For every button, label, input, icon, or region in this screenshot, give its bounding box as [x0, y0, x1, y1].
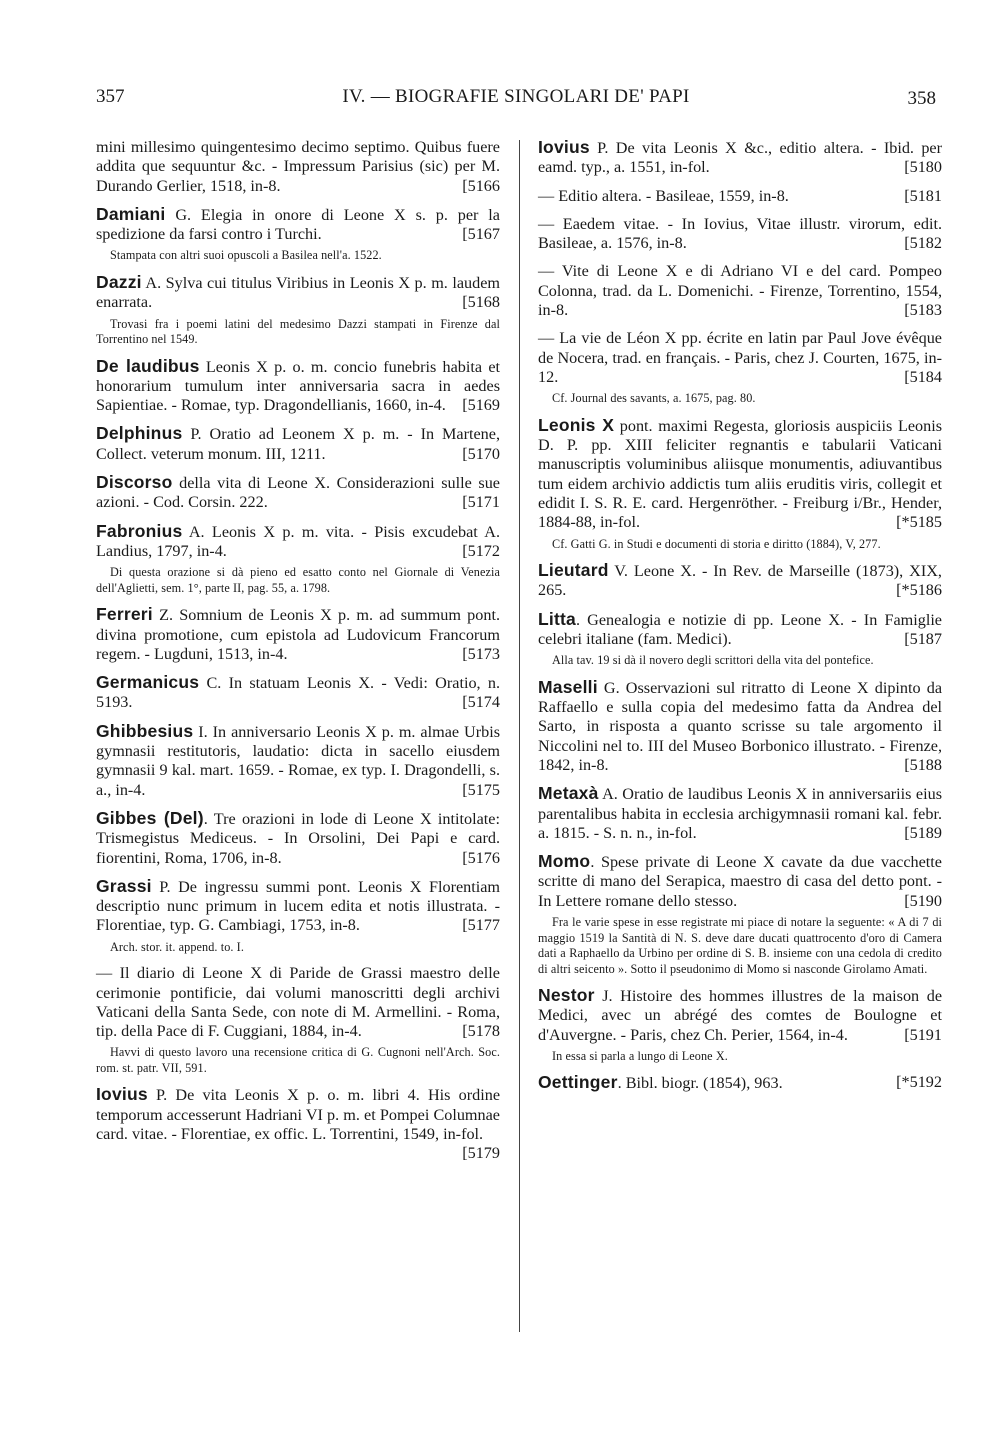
bibliography-entry: [538, 215, 942, 254]
entry-number: [5166: [462, 176, 500, 195]
entry-body: [538, 678, 942, 775]
entry-text: P. De ingressu summi pont. Leonis X Florentiam descriptio nunc primum in lucem edita et notis illustrata. - Florentiae, typ. G. Cambiagi, 1753, in-8.: [96, 877, 501, 935]
bibliography-entry: [538, 187, 942, 206]
bibliography-entry: [96, 273, 500, 348]
entry-text: . Spese private di Leone X cavate da due vacchette scritte di mano del Serapica, maestro di casa del detto pont. - In Lettere romane dello stesso.: [538, 853, 942, 910]
page-number-left: 357: [96, 86, 125, 107]
entry-number: [*5192: [896, 1073, 942, 1092]
left-column: [96, 138, 500, 1173]
entry-number: [5168: [462, 293, 500, 312]
entry-text: Z. Somnium de Leonis X p. m. ad summum pont. divina promotione, cum epistola ad Ludovicum Francorum regem. - Lugduni, 1513, in-4.: [96, 606, 501, 663]
entry-text: C. In statuam Leonis X. - Vedi: Oratio, n. 5193.: [96, 674, 501, 712]
entry-author: Germanicus: [96, 672, 200, 693]
entry-author: Lieutard: [538, 560, 609, 581]
entry-body: [96, 424, 500, 464]
entry-text: V. Leone X. - In Rev. de Marseille (1873), XIX, 265.: [538, 562, 942, 600]
bibliography-entry: [538, 1073, 942, 1093]
running-title: IV. — BIOGRAFIE SINGOLARI DE' PAPI: [342, 86, 690, 107]
entry-author: Maselli: [538, 676, 598, 697]
bibliography-entry: [538, 852, 942, 977]
column-divider: [519, 140, 520, 1332]
entry-author: Fabronius: [96, 520, 183, 541]
entry-body: [538, 215, 942, 254]
bibliography-entry: [538, 784, 942, 843]
entry-body: [538, 610, 942, 650]
entry-author: Ferreri: [96, 604, 153, 625]
entry-author: Oettinger: [538, 1072, 618, 1093]
page-number-right: 358: [907, 88, 936, 109]
right-column: [538, 138, 942, 1103]
bibliography-entry: [96, 964, 500, 1076]
entry-text: — Editio altera. - Basileae, 1559, in-8.: [538, 186, 789, 205]
entry-body: [96, 673, 500, 713]
entry-number: [5191: [904, 1025, 942, 1044]
entry-body: [96, 1085, 500, 1163]
entry-number: [5184: [904, 367, 942, 386]
entry-author: Iovius: [538, 137, 590, 157]
entry-number: [5188: [904, 755, 942, 774]
bibliography-entry: [96, 424, 500, 464]
entry-number: [5182: [904, 234, 942, 253]
entry-author: Grassi: [96, 875, 152, 896]
bibliography-entry: [96, 605, 500, 664]
entry-author: Damiani: [96, 203, 166, 224]
entry-text: pont. maximi Regesta, gloriosis auspiciis Leonis D. P. pp. XIII feliciter regnantis e tabularii Vaticani manuscriptis voluminibus aliisque monumentis, adiuvantibus tum eidem archivio addictis tum aliis eruditis viris, collegit et edidit I. S. R. E. card. Hergenröther. - Freiburg i/Br., Hender, 1884-88, in-fol.: [538, 416, 942, 532]
page-header: [96, 86, 936, 116]
bibliography-entry: [96, 673, 500, 713]
entry-number: [5190: [904, 891, 942, 910]
entry-body: [96, 722, 500, 800]
entry-note: Fra le varie spese in esse registrate mi piace di notare la seguente: « A di 7 di maggio 1519 la Santità di N. S. deve dare ducati quattrocento d'oro di Camera dati a Raphaello da Urbino per ordine di S. B. insieme con una cedola di credito di altri seicento ». Sotto il pseudonimo di Momo si nasconde Girolamo Amati.: [538, 915, 942, 976]
entry-body: [538, 1073, 942, 1093]
entry-note: Di questa orazione si dà pieno ed esatto conto nel Giornale di Venezia dell'Aglietti, sem. 1°, parte II, pag. 55, a. 1798.: [96, 565, 500, 595]
entry-body: [538, 852, 942, 911]
entry-number: [*5186: [896, 581, 942, 600]
entry-note: In essa si parla a lungo di Leone X.: [552, 1048, 728, 1063]
bibliography-entry: [538, 678, 942, 775]
entry-text: — Eaedem vitae. - In Iovius, Vitae illustr. virorum, edit. Basileae, a. 1576, in-8.: [538, 214, 942, 253]
bibliography-entry: [538, 561, 942, 601]
entry-number: [5169: [462, 396, 500, 415]
entry-note: Cf. Gatti G. in Studi e documenti di storia e diritto (1884), V, 277.: [552, 536, 881, 551]
entry-text: G. Osservazioni sul ritratto di Leone X dipinto da Raffaello e sulla copia del medesimo fatta da Andrea del Sarto, in risposta a quanto scrisse su tale argomento il Niccolini nel to. III del Museo Borbonico illustrato. - Firenze, 1842, in-8.: [538, 678, 943, 774]
entry-text: A. Sylva cui titulus Viribius in Leonis X p. m. laudem enarrata.: [96, 273, 501, 312]
entry-author: Discorso: [96, 472, 173, 493]
entry-text: . Tre orazioni in lode di Leone X intitolate: Trismegistus Mediceus. - In Orsolini, Dei Papi e card. fiorentini, Roma, 1706, in-8.: [96, 809, 500, 867]
bibliography-entry: [538, 262, 942, 320]
entry-body: [538, 784, 942, 843]
bibliography-entry: [96, 205, 500, 264]
entry-author: Ghibbesius: [96, 720, 194, 741]
entry-body: [96, 138, 500, 196]
entry-text: mini millesimo quingentesimo decimo septimo. Quibus fuere addita que sequuntur &c. - Impressum Parisius (sic) per M. Durando Gerlier, 1518, in-8.: [96, 138, 500, 195]
entry-text: — La vie de Léon X pp. écrite en latin par Paul Jove évêque de Nocera, trad. en français. - Paris, chez J. Courten, 1675, in-12.: [538, 329, 942, 386]
entry-body: [538, 187, 942, 206]
entry-body: [538, 561, 942, 601]
entry-text: P. Oratio ad Leonem X p. m. - In Martene, Collect. veterum monum. III, 1211.: [96, 425, 500, 463]
entry-author: Momo: [538, 851, 591, 872]
entry-number: [5178: [462, 1022, 500, 1041]
entry-number: [5171: [462, 493, 500, 512]
entry-number: [5189: [904, 823, 942, 842]
bibliography-entry: [96, 877, 500, 955]
bibliography-entry: [96, 522, 500, 597]
entry-note: Cf. Journal des savants, a. 1675, pag. 80.: [552, 391, 756, 406]
entry-number: [5180: [904, 158, 942, 177]
entry-author: Nestor: [538, 985, 595, 1005]
entry-number: [5183: [904, 301, 942, 320]
entry-author: Iovius: [96, 1084, 148, 1105]
entry-text: — Vite di Leone X e di Adriano VI e del card. Pompeo Colonna, trad. da L. Domenichi. - Firenze, Torrentino, 1554, in-8.: [538, 262, 942, 320]
bibliography-entry: [96, 1085, 500, 1163]
entry-text: P. De vita Leonis X &c., editio altera. - Ibid. per eamd. typ., a. 1551, in-fol.: [538, 139, 943, 177]
entry-author: Dazzi: [96, 271, 142, 292]
bibliography-entry: [96, 809, 500, 868]
entry-number: [5176: [462, 848, 500, 867]
entry-number: [5173: [462, 644, 500, 663]
bibliography-entry: [96, 357, 500, 416]
entry-number: [5170: [462, 444, 500, 463]
entry-body: [96, 357, 500, 416]
bibliography-entry: [96, 138, 500, 196]
entry-number: [*5185: [896, 513, 942, 532]
entry-number: [5187: [904, 629, 942, 648]
entry-note: Alla tav. 19 si dà il novero degli scrittori della vita del pontefice.: [552, 653, 874, 668]
bibliography-entry: [538, 329, 942, 406]
entry-author: Metaxà: [538, 783, 599, 804]
entry-number: [5177: [462, 916, 500, 935]
entry-text: G. Elegia in onore di Leone X s. p. per la spedizione da farsi contro i Turchi.: [96, 205, 500, 244]
entry-number: [5167: [462, 225, 500, 244]
entry-note: Havvi di questo lavoro una recensione critica di G. Cugnoni nell'Arch. Soc. rom. st. patr. VII, 591.: [96, 1045, 500, 1075]
entry-note: Stampata con altri suoi opuscoli a Basilea nell'a. 1522.: [110, 248, 382, 263]
entry-body: [96, 809, 500, 868]
entry-body: [96, 273, 500, 313]
entry-body: [96, 964, 500, 1041]
entry-note: Arch. stor. it. append. to. I.: [110, 939, 244, 954]
bibliography-entry: [538, 138, 942, 178]
entry-author: Litta: [538, 608, 576, 629]
entry-body: [96, 205, 500, 245]
entry-author: De laudibus: [96, 355, 200, 376]
entry-number: [5181: [904, 186, 942, 205]
entry-number: [5172: [462, 541, 500, 560]
bibliography-entry: [96, 722, 500, 800]
entry-body: [538, 416, 942, 533]
entry-text: . Genealogia e notizie di pp. Leone X. - In Famiglie celebri italiane (fam. Medici).: [538, 610, 942, 648]
entry-author: Delphinus: [96, 423, 183, 444]
entry-author: Leonis X: [538, 414, 615, 435]
entry-body: [96, 605, 500, 664]
entry-body: [96, 877, 500, 936]
entry-body: [538, 329, 942, 387]
bibliography-entry: [538, 610, 942, 669]
entry-number: [5175: [462, 780, 500, 799]
bibliography-entry: [96, 473, 500, 513]
entry-body: [96, 522, 500, 562]
entry-author: Gibbes (Del): [96, 807, 204, 828]
entry-text: I. In anniversario Leonis X p. m. almae Urbis gymnasii restitutoris, laudatio: dicta in sacello eiusdem gymnasii 9 kal. mart. 1659. - Romae, ex typ. I. Dragondelli, s. a., in-4.: [96, 722, 500, 799]
entry-body: [96, 473, 500, 513]
entry-text: P. De vita Leonis X p. o. m. libri 4. His ordine temporum accesserunt Hadriani VI p. m. et Pompei Columnae card. vitae. - Florentiae, ex offic. L. Torrentini, 1549, in-fol.: [96, 1086, 501, 1143]
entry-body: [538, 986, 942, 1045]
entry-text: — Il diario di Leone X di Paride de Grassi maestro delle cerimonie pontificie, dai volumi manoscritti degli archivi Vaticani della Santa Sede, con note di M. Armellini. - Roma, tip. della Pace di F. Cuggiani, 1884, in-4.: [96, 964, 500, 1041]
entry-number: [5179: [462, 1144, 500, 1163]
entry-body: [538, 138, 942, 178]
entry-number: [5174: [462, 693, 500, 712]
entry-text: J. Histoire des hommes illustres de la maison de Medici, avec un abrégé des comtes de Boulogne et d'Auvergne. - Paris, chez Ch. Perier, 1564, in-4.: [538, 987, 943, 1044]
entry-note: Trovasi fra i poemi latini del medesimo Dazzi stampati in Firenze dal Torrentino nel 1549.: [96, 316, 500, 347]
entry-text: A. Leonis X p. m. vita. - Pisis excudebat A. Landius, 1797, in-4.: [96, 522, 500, 560]
bibliography-entry: [538, 986, 942, 1064]
entry-body: [538, 262, 942, 320]
bibliography-entry: [538, 416, 942, 552]
entry-text: Leonis X p. o. m. concio funebris habita et honorarium tumulum inter anniversaria sacra in aedes Sapientiae. - Romae, typ. Dragondellianis, 1660, in-4.: [96, 357, 501, 415]
entry-text: della vita di Leone X. Considerazioni sulle sue azioni. - Cod. Corsin. 222.: [96, 474, 500, 512]
entry-text: . Bibl. biogr. (1854), 963.: [617, 1074, 783, 1093]
entry-text: A. Oratio de laudibus Leonis X in anniversariis eius parentalibus habita in ecclesia archigymnasii romani kal. febr. a. 1815. - S. n. n., in-fol.: [538, 785, 942, 842]
